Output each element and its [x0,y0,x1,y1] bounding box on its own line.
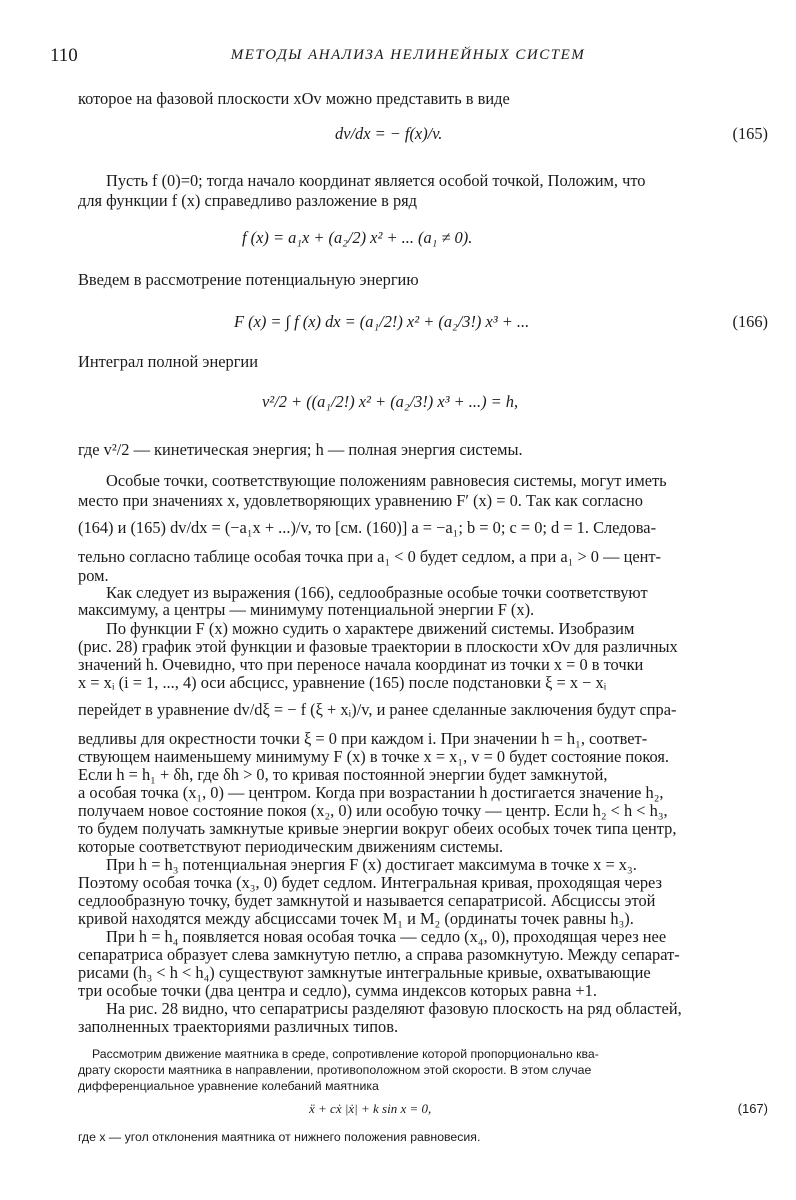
paragraph-fig28-l4: x = xᵢ (i = 1, ..., 4) оси абсцисс, уравнение (165) после подстановки ξ = x − xᵢ [78,673,607,692]
paragraph-h4-l4: три особые точки (два центра и седло), сумма индексов которых равна +1. [78,981,597,1000]
paragraph-fig28-l1: По функции F (x) можно судить о характере движений системы. Изобразим [106,619,635,638]
paragraph-fig28-l5: перейдет в уравнение dv/dξ = − f (ξ + xᵢ)/v, и ранее сделанные заключения будут спра- [78,700,677,719]
equation-166: F (x) = ∫ f (x) dx = (a₁/2!) x² + (a₂/3!) x³ + ... [234,312,530,331]
paragraph-singular-l1: Особые точки, соответствующие положениям равновесия системы, могут иметь [106,471,667,490]
equation-167: ẍ + cẋ |ẋ| + k sin x = 0, [309,1101,432,1116]
paragraph-assumption-l1: Пусть f (0)=0; тогда начало координат является особой точкой, Положим, что [106,171,646,190]
paragraph-fig28-l11: то будем получать замкнутые кривые энергии вокруг обеих особых точек типа центр, [78,819,677,838]
smallprint-angle-definition: где x — угол отклонения маятника от нижнего положения равновесия. [78,1130,481,1144]
paragraph-kinetic: где v²/2 — кинетическая энергия; h — полная энергия системы. [78,440,523,459]
paragraph-potential: Введем в рассмотрение потенциальную энергию [78,270,419,289]
paragraph-assumption-l2: для функции f (x) справедливо разложение в ряд [78,191,418,210]
smallprint-pendulum-l3: дифференциальное уравнение колебаний маятника [78,1079,379,1093]
paragraph-saddle-l1: Как следует из выражения (166), седлообразные особые точки соответствуют [106,583,648,602]
page-header [50,45,766,71]
equation-167-number: (167) [737,1101,768,1116]
paragraph-singular-l3: (164) и (165) dv/dx = (−a₁x + ...)/v, то [см. (160)] a = −a₁; b = 0; c = 0; d = 1. Следова- [78,518,657,537]
paragraph-fig28-l9: а особая точка (x₁, 0) — центром. Когда при возрастании h достигается значение h₂, [78,783,664,802]
paragraph-h3-l2: Поэтому особая точка (x₃, 0) будет седлом. Интегральная кривая, проходящая через [78,873,663,892]
paragraph-intro: которое на фазовой плоскости xOv можно представить в виде [78,89,510,108]
equation-165: dv/dx = − f(x)/v. [335,124,443,143]
paragraph-h3-l4: кривой находятся между абсциссами точек M₁ и M₂ (ординаты точек равны h₃). [78,909,634,928]
equation-165-number: (165) [732,124,768,143]
paragraph-singular-l5: ром. [78,566,109,585]
equation-166-number: (166) [732,312,768,331]
paragraph-fig28-l12: которые соответствуют периодическим движениям системы. [78,837,504,856]
paragraph-fig28-l6: ведливы для окрестности точки ξ = 0 при каждом i. При значении h = h₁, соответ- [78,729,648,748]
paragraph-fig28-l3: значений h. Очевидно, что при переносе начала координат из точки x = 0 в точки [78,655,644,674]
paragraph-fig28-l8: Если h = h₁ + δh, где δh > 0, то кривая постоянной энергии будет замкнутой, [78,765,608,784]
equation-energy: v²/2 + ((a₁/2!) x² + (a₂/3!) x³ + ...) = h, [262,392,519,411]
paragraph-fig28-l2: (рис. 28) график этой функции и фазовые траектории в плоскости xOv для различных [78,637,678,656]
smallprint-pendulum-l2: драту скорости маятника в направлении, противоположном этой скорости. В этом случае [78,1063,592,1077]
paragraph-singular-l4: тельно согласно таблице особая точка при a₁ < 0 будет седлом, а при a₁ > 0 — цент- [78,547,662,566]
paragraph-fig28-l10: получаем новое состояние покоя (x₂, 0) или особую точку — центр. Если h₂ < h < h₃, [78,801,668,820]
paragraph-separatrix-l1: На рис. 28 видно, что сепаратрисы разделяют фазовую плоскость на ряд областей, [106,999,682,1018]
paragraph-h4-l1: При h = h₄ появляется новая особая точка — седло (x₄, 0), проходящая через нее [106,927,667,946]
smallprint-pendulum-l1: Рассмотрим движение маятника в среде, сопротивление которой пропорционально ква- [92,1047,599,1061]
paragraph-saddle-l2: максимуму, а центры — минимуму потенциальной энергии F (x). [78,600,535,619]
paragraph-h4-l2: сепаратриса образует слева замкнутую петлю, а справа разомкнутую. Между сепарат- [78,945,680,964]
paragraph-singular-l2: место при значениях x, удовлетворяющих уравнению F′ (x) = 0. Так как согласно [78,491,644,510]
paragraph-h3-l3: седлообразную точку, будет замкнутой и называется сепаратрисой. Абсциссы этой [78,891,656,910]
running-title: МЕТОДЫ АНАЛИЗА НЕЛИНЕЙНЫХ СИСТЕМ [230,47,586,63]
paragraph-energy-integral: Интеграл полной энергии [78,352,258,371]
page-number: 110 [50,45,78,66]
paragraph-separatrix-l2: заполненных траекториями различных типов. [78,1017,399,1036]
equation-series: f (x) = a₁x + (a₂/2) x² + ... (a₁ ≠ 0). [242,228,473,247]
paragraph-h4-l3: рисами (h₃ < h < h₄) существуют замкнутые интегральные кривые, охватывающие [78,963,651,982]
paragraph-h3-l1: При h = h₃ потенциальная энергия F (x) достигает максимума в точке x = x₃. [106,855,637,874]
paragraph-fig28-l7: ствующем наименьшему минимуму F (x) в точке x = x₁, v = 0 будет состояние покоя. [78,747,670,766]
